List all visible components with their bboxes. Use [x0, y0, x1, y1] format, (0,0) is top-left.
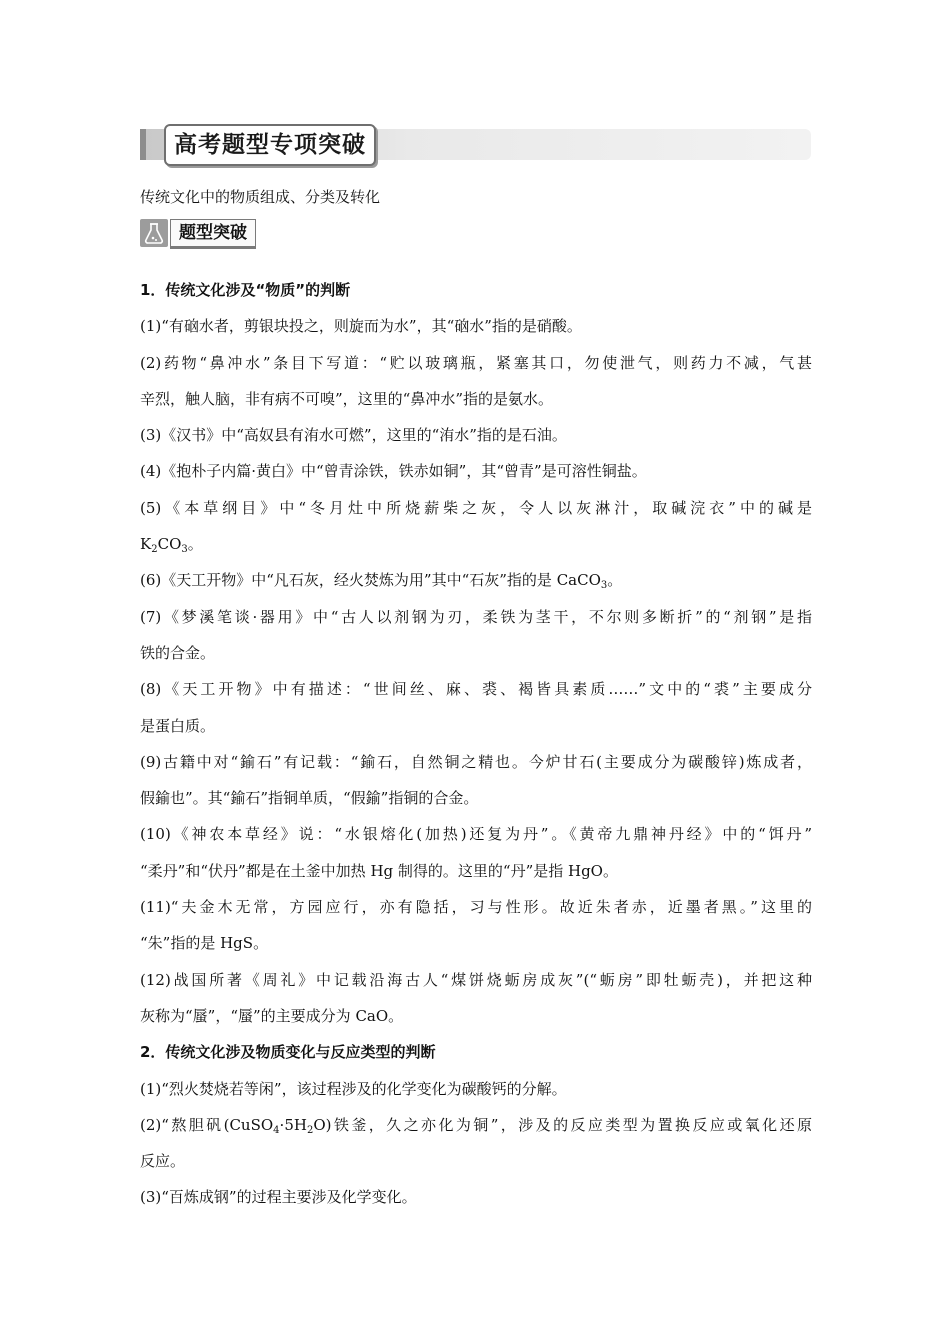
line-text: O)铁釜，久之亦化为铜”，涉及的反应类型为置换反应或氧化还原	[313, 1115, 812, 1134]
text-line	[140, 671, 812, 707]
line-text: (3)《汉书》中“高奴县有洧水可燃”，这里的“洧水”指的是石油。	[140, 426, 567, 445]
text-line	[140, 345, 812, 381]
text-line	[140, 889, 812, 925]
line-text: 是蛋白质。	[140, 716, 216, 735]
text-line	[140, 490, 812, 526]
text-line	[140, 1179, 812, 1215]
text-line	[140, 816, 812, 852]
line-text: (5)《本草纲目》中“冬月灶中所烧薪柴之灰，令人以灰淋汁，取碱浣衣”中的碱是	[140, 498, 812, 517]
line-text: K	[140, 535, 152, 554]
subscript: 4	[273, 1124, 280, 1136]
subscript: 3	[181, 544, 188, 556]
banner-title: 高考题型专项突破	[164, 124, 376, 166]
line-text: 2．传统文化涉及物质变化与反应类型的判断	[140, 1043, 436, 1062]
section-heading	[140, 272, 812, 308]
section-tag	[140, 219, 268, 247]
line-text: (1)“有硇水者，剪银块投之，则旋而为水”，其“硇水”指的是硝酸。	[140, 317, 582, 336]
text-line	[140, 635, 812, 671]
text-line	[140, 925, 812, 961]
text-line	[140, 1143, 812, 1179]
text-line	[140, 1071, 812, 1107]
tag-label: 题型突破	[170, 219, 256, 249]
line-text: (2)“熬胆矾(CuSO	[140, 1115, 274, 1134]
line-text: 假鍮也”。其“鍮石”指铜单质，“假鍮”指铜的合金。	[140, 789, 479, 808]
line-text: (7)《梦溪笔谈·器用》中“古人以剂钢为刃，柔铁为茎干，不尔则多断折”的“剂钢”是指	[140, 607, 812, 626]
subscript: 2	[306, 1124, 314, 1136]
section-subtitle: 传统文化中的物质组成、分类及转化	[140, 188, 381, 206]
line-text: 反应。	[140, 1152, 186, 1171]
line-text: (1)“烈火焚烧若等闲”，该过程涉及的化学变化为碳酸钙的分解。	[140, 1079, 567, 1098]
banner-edge	[140, 129, 146, 160]
line-text: 灰称为“蜃”，“蜃”的主要成分为 CaO。	[140, 1006, 404, 1025]
line-text: (11)“夫金木无常，方园应行，亦有隐括，习与性形。故近朱者赤，近墨者黑。”这里的	[140, 898, 812, 917]
text-line	[140, 381, 812, 417]
line-text: 。	[187, 535, 203, 554]
text-line	[140, 599, 812, 635]
text-line	[140, 562, 812, 598]
line-text: (4)《抱朴子内篇·黄白》中“曾青涂铁，铁赤如铜”，其“曾青”是可溶性铜盐。	[140, 462, 647, 481]
text-line	[140, 453, 812, 489]
text-line	[140, 708, 812, 744]
text-line	[140, 526, 812, 562]
section-heading	[140, 1034, 812, 1070]
line-text: CO	[157, 535, 182, 554]
line-text: (8)《天工开物》中有描述：“世间丝、麻、裘、褐皆具素质……”文中的“裘”主要成分	[140, 680, 812, 699]
text-line	[140, 998, 812, 1034]
text-line	[140, 417, 812, 453]
line-text: (10)《神农本草经》说：“水银熔化(加热)还复为丹”。《黄帝九鼎神丹经》中的“饵丹”	[140, 825, 812, 844]
line-text: (6)《天工开物》中“凡石灰，经火焚炼为用”其中“石灰”指的是 CaCO	[140, 571, 601, 590]
line-text: ·5H	[279, 1115, 307, 1134]
line-text: 。	[607, 571, 623, 590]
text-line	[140, 1107, 812, 1143]
line-text: “朱”指的是 HgS。	[140, 934, 269, 953]
section-banner	[140, 124, 811, 164]
text-line	[140, 962, 812, 998]
text-line	[140, 780, 812, 816]
line-text: (12)战国所著《周礼》中记载沿海古人“煤饼烧蛎房成灰”(“蛎房”即牡蛎壳)，并把这种	[140, 970, 812, 989]
line-text: 铁的合金。	[140, 643, 216, 662]
line-text: (3)“百炼成钢”的过程主要涉及化学变化。	[140, 1188, 417, 1207]
text-line	[140, 744, 812, 780]
subscript: 3	[600, 580, 608, 592]
line-text: 辛烈，触人脑，非有病不可嗅”，这里的“鼻冲水”指的是氨水。	[140, 389, 554, 408]
line-text: (9)古籍中对“鍮石”有记载：“鍮石，自然铜之精也。今炉甘石(主要成分为碳酸锌)炼成者，	[140, 752, 812, 771]
text-line	[140, 853, 812, 889]
flask-icon	[140, 219, 168, 247]
subscript: 2	[151, 544, 158, 556]
line-text: (2)药物“鼻冲水”条目下写道：“贮以玻璃瓶，紧塞其口，勿使泄气，则药力不减，气甚	[140, 353, 812, 372]
text-line	[140, 308, 812, 344]
content-body	[140, 272, 812, 1216]
line-text: 1．传统文化涉及“物质”的判断	[140, 281, 351, 299]
line-text: “柔丹”和“伏丹”都是在土釜中加热 Hg 制得的。这里的“丹”是指 HgO。	[140, 861, 618, 880]
